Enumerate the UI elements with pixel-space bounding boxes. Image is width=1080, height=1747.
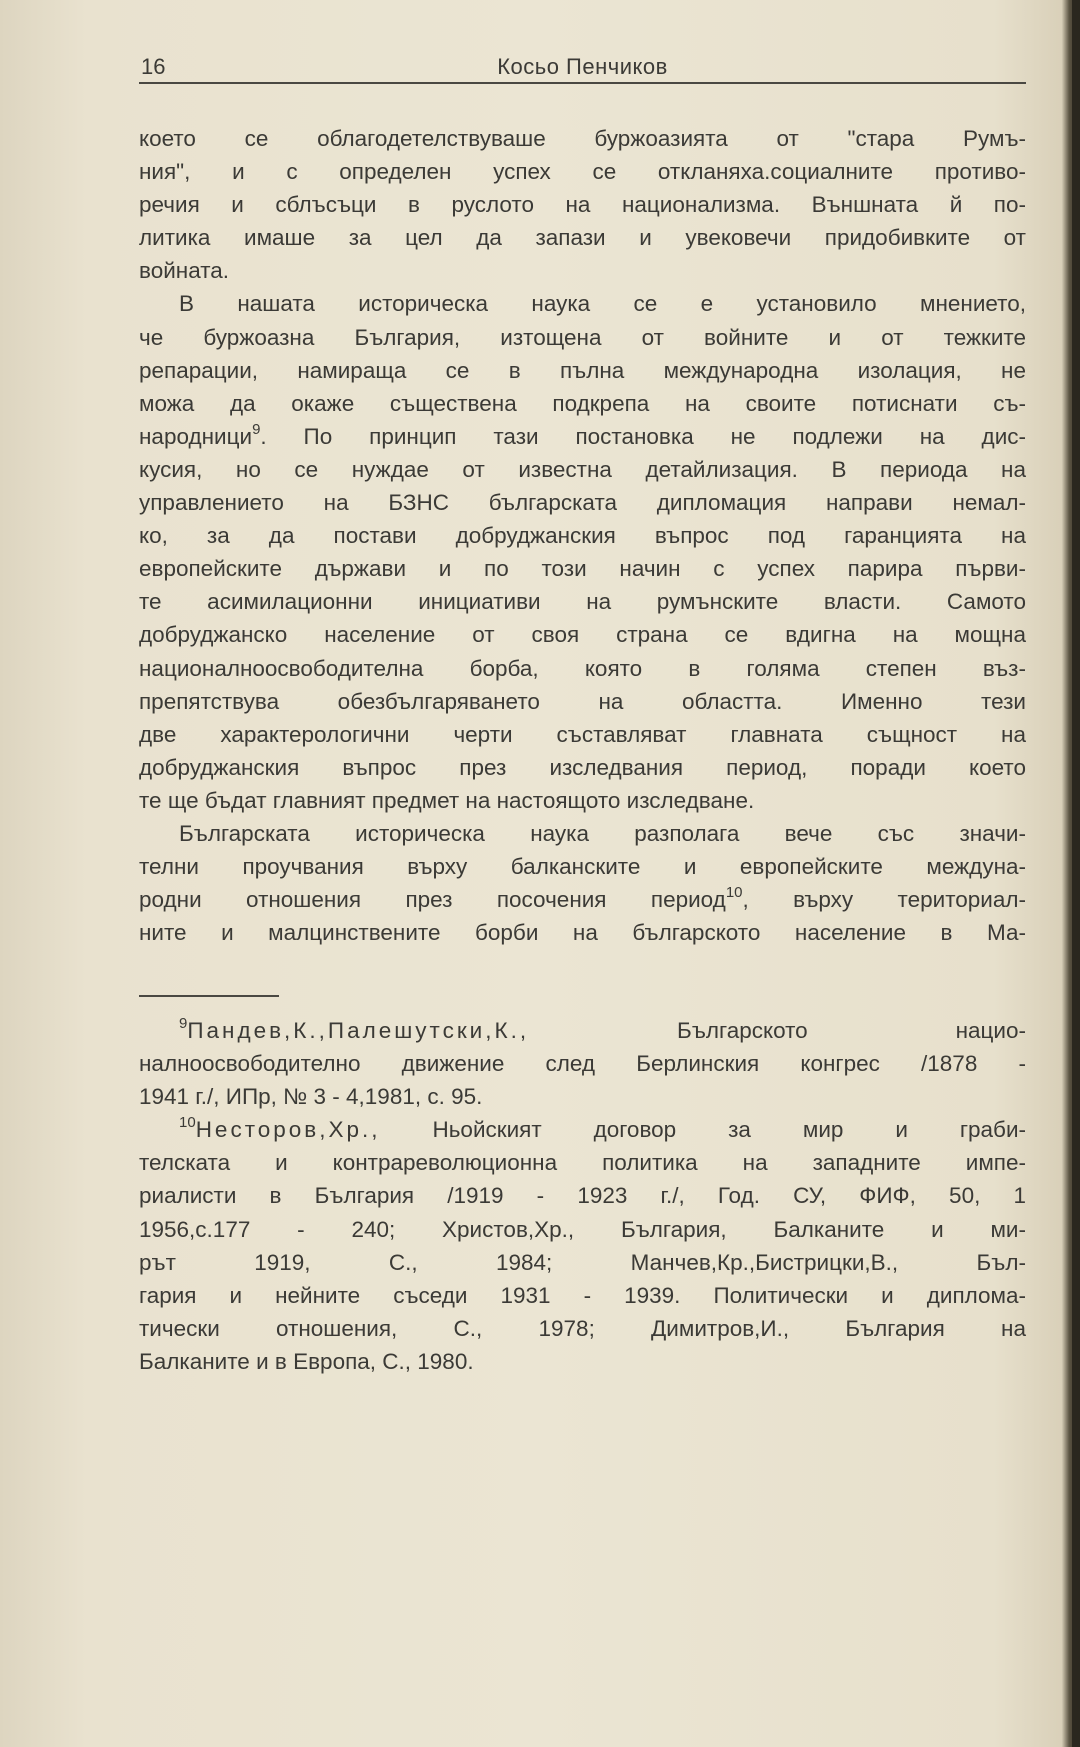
line-text: 1941 г./, ИПр, № 3 - 4,1981, с. 95. bbox=[139, 1084, 483, 1110]
footnote-reference: 9 bbox=[252, 420, 261, 438]
footnote-line bbox=[139, 1146, 1026, 1179]
text-line bbox=[139, 618, 1026, 651]
line-text: което се облагодетелствуваше буржоазията от "стара Румъ- bbox=[139, 126, 1026, 151]
line-text: националноосвободителна борба, която в голяма степен въз- bbox=[139, 655, 1026, 681]
line-text: две характерологични черти съставляват главната същност на bbox=[139, 721, 1026, 747]
line-text: добруджанския въпрос през изследвания период, поради което bbox=[139, 754, 1026, 780]
line-text: родни отношения през посочения период bbox=[139, 887, 726, 913]
footnote-line bbox=[139, 1080, 1026, 1113]
line-text: риалисти в България /1919 - 1923 г./, Год. СУ, ФИФ, 50, 1 bbox=[139, 1183, 1026, 1209]
text-line bbox=[139, 122, 1026, 155]
text-line bbox=[139, 453, 1026, 486]
line-text: Ньойският договор за мир и граби- bbox=[380, 1117, 1026, 1143]
line-text: войната. bbox=[139, 258, 230, 284]
text-line bbox=[139, 188, 1026, 221]
line-text: рът 1919, С., 1984; Манчев,Кр.,Бистрицки,В., Бъл- bbox=[139, 1249, 1026, 1275]
text-line bbox=[139, 685, 1026, 718]
line-text: че буржоазна България, изтощена от войните и от тежките bbox=[139, 324, 1026, 350]
text-line bbox=[139, 519, 1026, 552]
text-line bbox=[139, 354, 1026, 387]
text-line bbox=[139, 585, 1026, 618]
text-line bbox=[139, 552, 1026, 585]
binding-edge bbox=[1072, 0, 1080, 1747]
footnotes bbox=[139, 1014, 1026, 1378]
text-line bbox=[139, 221, 1026, 254]
text-line bbox=[139, 155, 1026, 188]
text-line bbox=[139, 784, 1026, 817]
line-text: телни проучвания върху балканските и европейските междуна- bbox=[139, 854, 1026, 880]
text-line bbox=[139, 751, 1026, 784]
text-line bbox=[139, 916, 1026, 949]
line-text: телската и контрареволюционна политика на западните импе- bbox=[139, 1150, 1026, 1176]
footnote-line bbox=[139, 1113, 1026, 1146]
line-text: европейските държави и по този начин с успех парира първи- bbox=[139, 556, 1026, 582]
text-line bbox=[139, 486, 1026, 519]
text-line bbox=[139, 850, 1026, 883]
line-text: управлението на БЗНС българската дипломация направи немал- bbox=[139, 490, 1026, 516]
page-header bbox=[139, 52, 1026, 84]
line-text: народници bbox=[139, 423, 253, 449]
line-text: добруджанско население от своя страна се вдигна на мощна bbox=[139, 622, 1026, 648]
footnote-separator bbox=[139, 995, 279, 997]
line-text: можа да окаже съществена подкрепа на своите потиснати съ- bbox=[139, 390, 1026, 416]
text-line bbox=[139, 287, 1026, 320]
footnote-number: 9 bbox=[179, 1015, 188, 1032]
footnote-line bbox=[139, 1345, 1026, 1378]
line-text: речия и сблъсъци в руслото на национализма. Външната й по- bbox=[139, 192, 1026, 218]
text-line bbox=[139, 387, 1026, 420]
line-text: литика имаше за цел да запази и увековечи придобивките от bbox=[139, 225, 1026, 251]
line-text: те асимилационни инициативи на румънските власти. Самото bbox=[139, 589, 1026, 615]
text-line bbox=[139, 652, 1026, 685]
text-line bbox=[139, 254, 1026, 287]
body-text bbox=[139, 122, 1026, 949]
footnote-author: Пандев,К.,Палешутски,К., bbox=[187, 1018, 530, 1043]
footnote-author: Несторов,Хр., bbox=[195, 1117, 381, 1143]
text-line bbox=[139, 420, 1026, 453]
line-text: ния", и с определен успех се откланяха.социалните противо- bbox=[139, 159, 1026, 185]
footnote-line bbox=[139, 1014, 1026, 1047]
text-line bbox=[139, 321, 1026, 354]
line-text: ко, за да постави добруджанския въпрос под гаранцията на bbox=[139, 523, 1026, 549]
text-line bbox=[139, 817, 1026, 850]
line-text: 1956,с.177 - 240; Христов,Хр., България, Балканите и ми- bbox=[139, 1216, 1026, 1242]
line-text: репарации, намираща се в пълна международна изолация, не bbox=[139, 357, 1026, 383]
line-text: тически отношения, С., 1978; Димитров,И., България на bbox=[139, 1315, 1026, 1341]
footnote-number: 10 bbox=[179, 1114, 196, 1132]
line-text: Балканите и в Европа, С., 1980. bbox=[139, 1348, 474, 1374]
line-text: Българската историческа наука разполага вече със значи- bbox=[179, 820, 1026, 846]
line-text: препятствува обезбългаряването на областта. Именно тези bbox=[139, 688, 1026, 714]
line-text: налноосвободително движение след Берлинския конгрес /1878 - bbox=[139, 1051, 1026, 1077]
line-text-after: . По принцип тази постановка не подлежи на дис- bbox=[260, 423, 1026, 449]
line-text: ните и малцинствените борби на българското население в Ма- bbox=[139, 920, 1026, 946]
footnote-line bbox=[139, 1179, 1026, 1212]
footnote-line bbox=[139, 1246, 1026, 1279]
text-line bbox=[139, 718, 1026, 751]
footnote-line bbox=[139, 1213, 1026, 1246]
line-text: те ще бъдат главният предмет на настоящото изследване. bbox=[139, 787, 755, 813]
text-line bbox=[139, 883, 1026, 916]
page-number: 16 bbox=[141, 54, 166, 79]
line-text: Българското нацио- bbox=[529, 1018, 1026, 1043]
footnote-line bbox=[139, 1312, 1026, 1345]
line-text: В нашата историческа наука се е установило мнението, bbox=[179, 291, 1026, 317]
footnote-reference: 10 bbox=[725, 884, 743, 902]
footnote-line bbox=[139, 1279, 1026, 1312]
running-title: Косьо Пенчиков bbox=[497, 54, 668, 79]
line-text: гария и нейните съседи 1931 - 1939. Политически и диплома- bbox=[139, 1282, 1026, 1308]
footnote-line bbox=[139, 1047, 1026, 1080]
line-text: кусия, но се нуждае от известна детайлизация. В периода на bbox=[139, 456, 1026, 482]
line-text-after: , върху териториал- bbox=[742, 887, 1026, 913]
